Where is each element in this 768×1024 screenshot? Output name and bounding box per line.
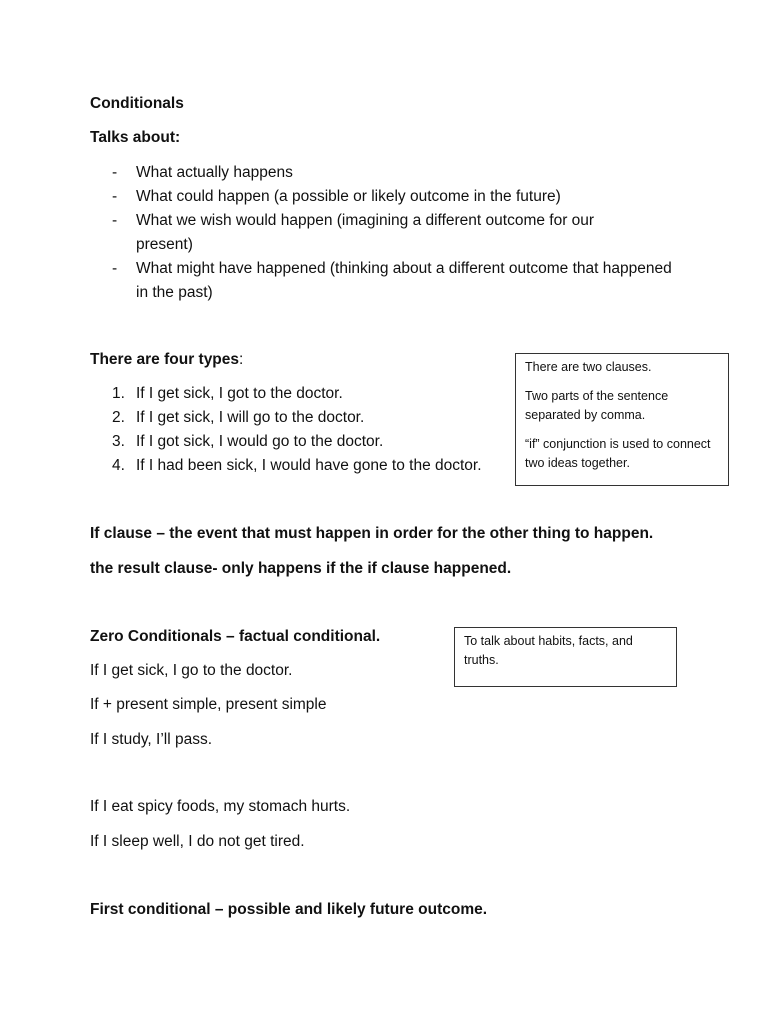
zero-example-1: If I get sick, I go to the doctor. xyxy=(90,662,293,679)
clauses-note-box xyxy=(515,353,729,486)
talks-about-list xyxy=(90,161,676,305)
list-item xyxy=(90,406,556,430)
list-item xyxy=(90,382,556,406)
list-item-text: If I got sick, I would go to the doctor. xyxy=(136,433,384,450)
list-item-text: What might have happened (thinking about a different outcome that happened in the past) xyxy=(136,260,672,301)
zero-note-box xyxy=(454,627,677,687)
zero-example-2: If I study, I’ll pass. xyxy=(90,731,213,748)
list-item xyxy=(90,209,636,257)
list-number: 3. xyxy=(112,433,125,450)
types-heading-suffix: : xyxy=(239,351,244,368)
first-conditional-heading: First conditional – possible and likely future outcome. xyxy=(90,901,488,918)
list-dash: - xyxy=(112,188,118,205)
list-item-text: What actually happens xyxy=(136,164,293,181)
talks-about-heading: Talks about: xyxy=(90,129,181,146)
list-item xyxy=(90,185,656,209)
types-heading xyxy=(90,350,243,370)
list-item-text: If I get sick, I got to the doctor. xyxy=(136,385,343,402)
zero-formula: If + present simple, present simple xyxy=(90,696,327,713)
zero-example-3: If I eat spicy foods, my stomach hurts. xyxy=(90,798,351,815)
note-text: To talk about habits, facts, and truths. xyxy=(464,634,633,667)
list-item-text: If I get sick, I will go to the doctor. xyxy=(136,409,365,426)
page-title: Conditionals xyxy=(90,95,184,112)
result-clause-definition: the result clause- only happens if the if clause happened. xyxy=(90,560,512,577)
types-list xyxy=(90,382,556,478)
list-number: 4. xyxy=(112,457,125,474)
list-item-text: What we wish would happen (imagining a different outcome for our present) xyxy=(136,212,595,253)
list-number: 2. xyxy=(112,409,125,426)
list-item xyxy=(90,430,556,454)
list-dash: - xyxy=(112,212,118,229)
note-text: Two parts of the sentence separated by comma. xyxy=(525,389,669,422)
list-item xyxy=(90,257,676,305)
zero-example-4: If I sleep well, I do not get tired. xyxy=(90,833,305,850)
list-dash: - xyxy=(112,164,118,181)
list-number: 1. xyxy=(112,385,125,402)
zero-conditional-heading: Zero Conditionals – factual conditional. xyxy=(90,628,381,645)
if-clause-definition: If clause – the event that must happen in order for the other thing to happen. xyxy=(90,525,654,542)
list-item xyxy=(90,454,556,478)
note-text: There are two clauses. xyxy=(525,360,652,374)
note-text: “if” conjunction is used to connect two ideas together. xyxy=(525,437,711,470)
list-dash: - xyxy=(112,260,118,277)
list-item-text: If I had been sick, I would have gone to the doctor. xyxy=(136,457,482,474)
types-heading-bold: There are four types xyxy=(90,351,240,368)
list-item-text: What could happen (a possible or likely outcome in the future) xyxy=(136,188,561,205)
list-item xyxy=(90,161,656,185)
